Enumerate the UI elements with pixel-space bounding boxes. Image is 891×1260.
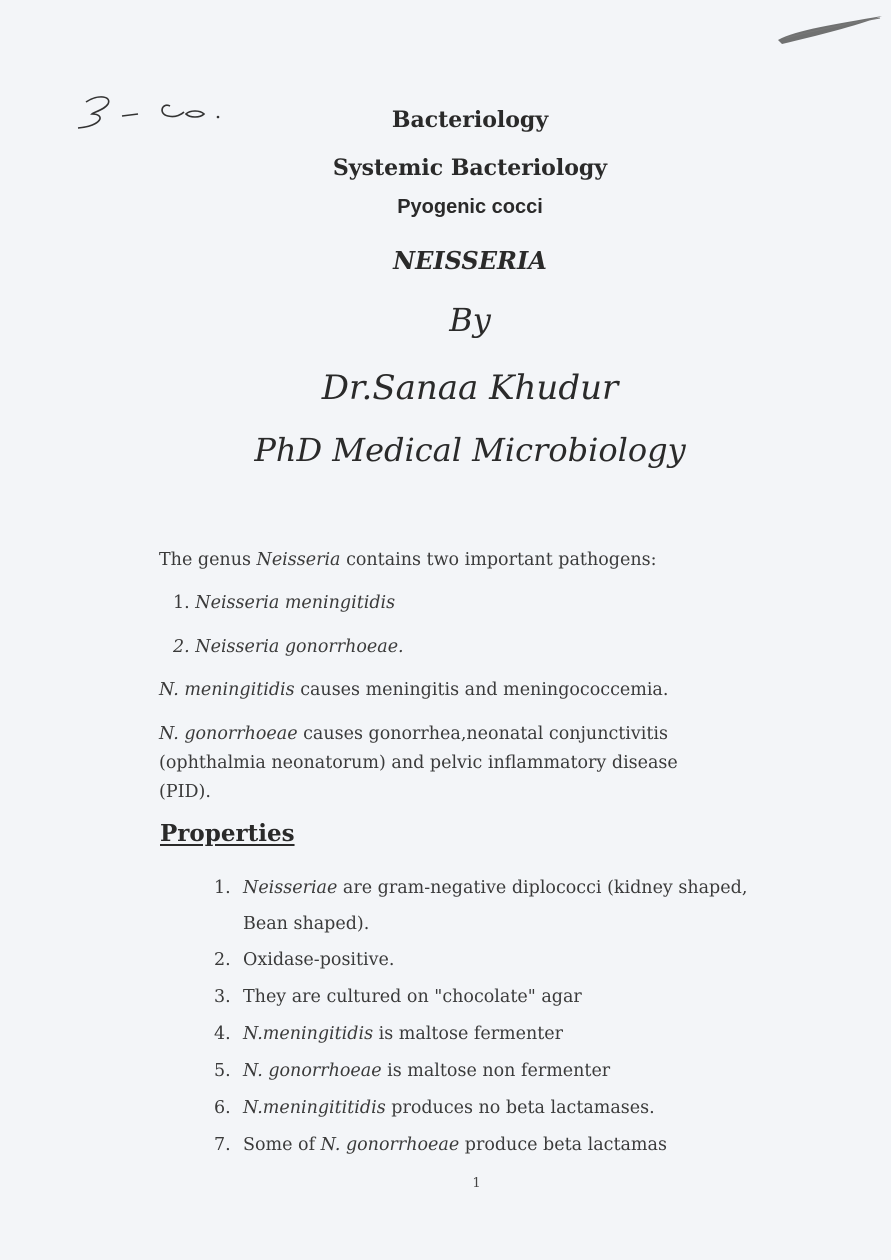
property-text: Oxidase-positive. xyxy=(243,950,395,970)
cause-species: N. meningitidis xyxy=(159,680,295,700)
property-item xyxy=(214,1127,774,1164)
author-name: Dr.Sanaa Khudur xyxy=(321,368,619,408)
cause-text: causes gonorrhea,neonatal conjunctivitis (ophthalmia neonatorum) and pelvic inflammatory disease (PID). xyxy=(159,724,678,802)
cause-species: N. gonorrhoeae xyxy=(159,724,298,744)
title-block xyxy=(0,100,891,480)
scan-smudge xyxy=(776,10,886,50)
cause-text: causes meningitis and meningococcemia. xyxy=(294,680,669,700)
page-number: 1 xyxy=(472,1176,481,1191)
pathogen-number: 1. xyxy=(173,593,190,613)
pathogen-item xyxy=(173,633,773,677)
cause-paragraph xyxy=(159,676,759,705)
property-text xyxy=(243,1053,774,1090)
property-item xyxy=(214,1016,774,1053)
property-text: They are cultured on "chocolate" agar xyxy=(243,987,582,1007)
course-subtitle: Systemic Bacteriology xyxy=(332,155,608,181)
author-degree: PhD Medical Microbiology xyxy=(254,431,686,469)
property-text xyxy=(243,1127,774,1164)
property-number: 4. xyxy=(214,1024,231,1044)
property-italic: N.meningititidis xyxy=(243,1098,386,1118)
properties-list xyxy=(214,870,774,1164)
property-body: produces no beta lactamases. xyxy=(385,1098,655,1118)
property-body: is maltose fermenter xyxy=(373,1024,564,1044)
property-italic: N.meningitidis xyxy=(243,1024,374,1044)
cause-paragraph xyxy=(159,720,719,807)
property-number: 1. xyxy=(214,878,231,898)
property-text xyxy=(243,1090,774,1127)
pathogen-list xyxy=(173,589,773,677)
genus-title: NEISSERIA xyxy=(393,246,547,275)
intro-paragraph xyxy=(159,546,759,575)
intro-suffix: contains two important pathogens: xyxy=(340,550,657,570)
property-item xyxy=(214,1053,774,1090)
property-text xyxy=(243,870,774,942)
property-number: 3. xyxy=(214,987,231,1007)
property-text xyxy=(243,1016,774,1053)
course-title: Bacteriology xyxy=(391,107,549,133)
pathogen-name: Neisseria gonorrhoeae. xyxy=(195,637,404,657)
property-number: 6. xyxy=(214,1098,231,1118)
properties-heading: Properties xyxy=(160,820,295,847)
property-body: is maltose non fermenter xyxy=(381,1061,611,1081)
property-italic: N. gonorrhoeae xyxy=(320,1135,460,1155)
property-item xyxy=(214,870,774,942)
intro-prefix: The genus xyxy=(159,550,257,570)
pathogen-number: 2. xyxy=(173,637,190,657)
by-line: By xyxy=(449,301,491,339)
pathogen-name: Neisseria meningitidis xyxy=(195,593,396,613)
property-number: 5. xyxy=(214,1061,231,1081)
property-number: 2. xyxy=(214,950,231,970)
property-body: produce beta lactamas xyxy=(459,1135,667,1155)
property-body: are gram-negative diplococci (kidney shaped, Bean shaped). xyxy=(243,878,748,934)
property-italic: Neisseriae xyxy=(243,878,338,898)
property-pre: Some of xyxy=(243,1135,321,1155)
property-item xyxy=(214,979,774,1016)
intro-genus: Neisseria xyxy=(256,550,341,570)
property-item xyxy=(214,942,774,979)
property-item xyxy=(214,1090,774,1127)
property-italic: N. gonorrhoeae xyxy=(243,1061,382,1081)
topic-title: Pyogenic cocci xyxy=(397,196,543,218)
property-number: 7. xyxy=(214,1135,231,1155)
pathogen-item xyxy=(173,589,773,633)
